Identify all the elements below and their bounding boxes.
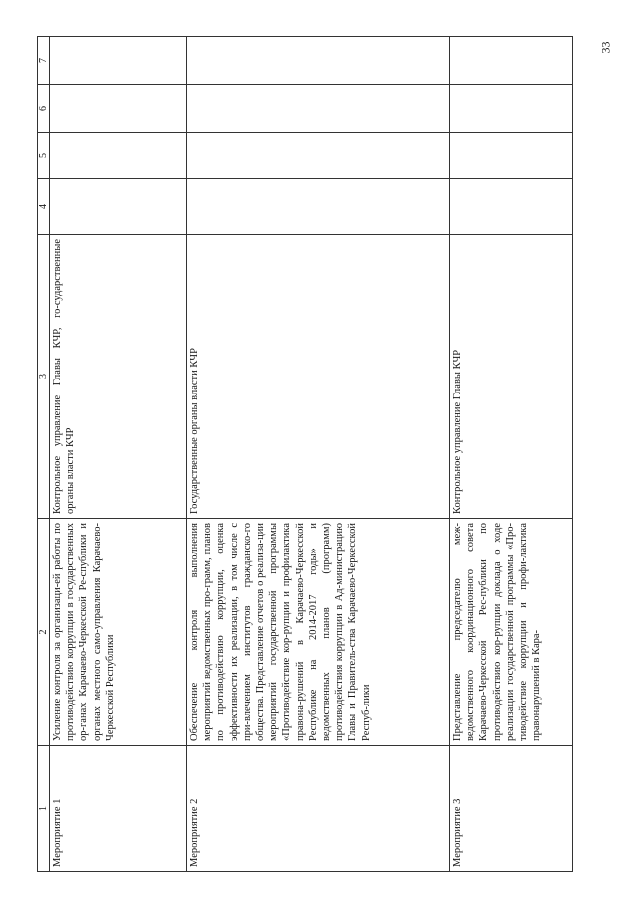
header-col-2: 2 — [38, 519, 50, 746]
measure-description: Представление председателю меж-ведомственного координационного совета Карачаево-Черкесской Рес-публики по противодействию кор-рупции доклада о ходе реализации государственной программы «Про-тиводействие коррупции и профи-лактика правонарушений в Кара- — [450, 519, 573, 746]
measure-label: Мероприятие 1 — [50, 746, 187, 872]
page-number: 33 — [598, 41, 613, 54]
measure-executor: Контрольное управление Главы КЧР, го-сударственные органы власти КЧР — [50, 235, 187, 519]
empty-cell — [50, 179, 187, 235]
empty-cell — [187, 37, 450, 85]
empty-cell — [450, 133, 573, 179]
table-row — [450, 37, 573, 872]
header-col-1: 1 — [38, 746, 50, 872]
empty-cell — [50, 37, 187, 85]
empty-cell — [50, 85, 187, 133]
empty-cell — [187, 179, 450, 235]
empty-cell — [50, 133, 187, 179]
empty-cell — [450, 37, 573, 85]
rotated-table-container — [37, 37, 595, 872]
table-row — [50, 37, 187, 872]
header-col-4: 4 — [38, 179, 50, 235]
table-row — [187, 37, 450, 872]
header-col-6: 6 — [38, 85, 50, 133]
measure-description: Усиление контроля за организаци-ей работы по противодействию коррупции в государственных ор-ганах Карачаево-Черкесской Ре-спублики и органах местного само-управления Карачаево-Черкесской Республики — [50, 519, 187, 746]
measure-description: Обеспечение контроля выполнения мероприятий ведомственных про-грамм, планов по противодействию коррупции, оценка эффективности их реализации, в том числе с при-влечением институтов гражданско-го общества. Представление отчетов о реализа-ции мероприятий государственной программы «Противодействие кор-рупции и профилактика правона-рушений в Карачаево-Черкесской Республике на 2014-2017 годы» и ведомственных планов (программ) противодействия коррупции в Ад-министрацию Главы и Правитель-ства Карачаево-Черкесской Респуб-лики — [187, 519, 450, 746]
measure-executor: Контрольное управление Главы КЧР — [450, 235, 573, 519]
header-row — [38, 37, 50, 872]
measures-table — [37, 36, 573, 872]
measure-executor: Государственные органы власти КЧР — [187, 235, 450, 519]
measure-label: Мероприятие 3 — [450, 746, 573, 872]
empty-cell — [450, 85, 573, 133]
header-col-3: 3 — [38, 235, 50, 519]
measure-label: Мероприятие 2 — [187, 746, 450, 872]
empty-cell — [187, 85, 450, 133]
header-col-7: 7 — [38, 37, 50, 85]
empty-cell — [187, 133, 450, 179]
empty-cell — [450, 179, 573, 235]
header-col-5: 5 — [38, 133, 50, 179]
